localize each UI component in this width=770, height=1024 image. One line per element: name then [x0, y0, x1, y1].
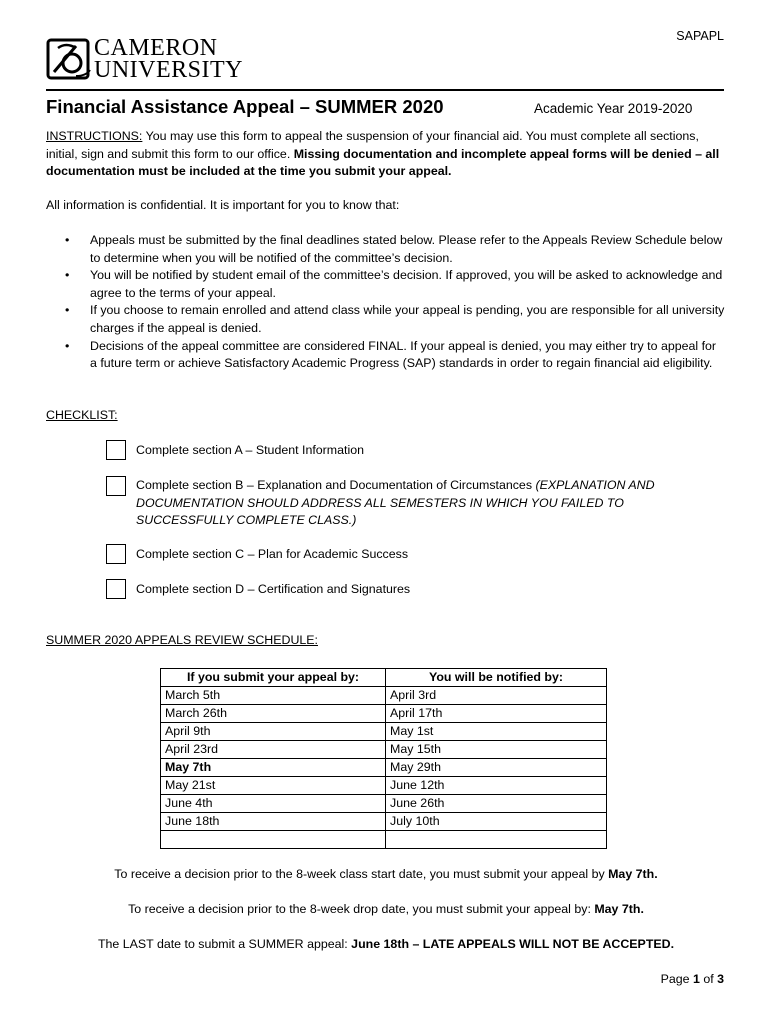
- column-header-submit: If you submit your appeal by:: [161, 669, 386, 687]
- schedule-heading: SUMMER 2020 APPEALS REVIEW SCHEDULE:: [46, 633, 318, 647]
- instructions-text: You may use this form to appeal the suspension of your financial aid. You must complete all sections, initial, sign and submit this form to our office.: [46, 129, 699, 161]
- note-last-date: The LAST date to submit a SUMMER appeal: June 18th – LATE APPEALS WILL NOT BE ACCEPTED.: [97, 937, 675, 951]
- note-drop-date: To receive a decision prior to the 8-week drop date, you must submit your appeal by: May 7th.: [128, 902, 644, 916]
- confidential-statement: All information is confidential. It is important for you to know that:: [46, 198, 400, 212]
- bullet-icon: •: [65, 303, 70, 318]
- header-rule: [46, 89, 724, 91]
- logo-text-line1: CAMERON: [94, 35, 218, 61]
- checkbox-section-b[interactable]: [106, 476, 126, 496]
- instructions: [46, 128, 726, 181]
- column-header-notified: You will be notified by:: [386, 669, 607, 687]
- logo-text-line2: UNIVERSITY: [94, 57, 243, 83]
- table-row: March 5th April 3rd: [161, 687, 607, 705]
- checkbox-section-c[interactable]: [106, 544, 126, 564]
- checklist-heading: CHECKLIST:: [46, 408, 118, 422]
- checklist-item-d: Complete section D – Certification and Signatures: [136, 582, 411, 596]
- cameron-university-seal-icon: [46, 36, 92, 82]
- academic-year: Academic Year 2019-2020: [534, 101, 693, 116]
- list-item: • Appeals must be submitted by the final deadlines stated below. Please refer to the Appeals Review Schedule below to determine when you will be notified of the committee’s decision.: [65, 233, 723, 265]
- checklist-item-b-note: (EXPLANATION AND DOCUMENTATION SHOULD ADDRESS ALL SEMESTERS IN WHICH YOU FAILED TO SUCCESSFULLY COMPLETE CLASS.): [136, 478, 655, 527]
- page-number: Page 1 of 3: [660, 972, 724, 986]
- list-item: • If you choose to remain enrolled and attend class while your appeal is pending, you are responsible for all university charges if the appeal is denied.: [65, 303, 725, 335]
- bullet-icon: •: [65, 338, 70, 353]
- checklist-item-c: Complete section C – Plan for Academic Success: [136, 547, 409, 561]
- table-row: April 23rd May 15th: [161, 741, 607, 759]
- list-item: • Decisions of the appeal committee are considered FINAL. If your appeal is denied, you may either try to appeal for a future term or achieve Satisfactory Academic Progress (SAP) standards in order to regain financial aid eligibility.: [65, 338, 717, 371]
- bullet-icon: •: [65, 268, 70, 283]
- table-header-row: [161, 669, 607, 687]
- bullet-icon: •: [65, 233, 70, 247]
- table-row: May 21st June 12th: [161, 777, 607, 795]
- table-row: April 9th May 1st: [161, 723, 607, 741]
- checklist-item-b: Complete section B – Explanation and Documentation of Circumstances (EXPLANATION AND DOCUMENTATION SHOULD ADDRESS ALL SEMESTERS IN WHICH YOU FAILED TO SUCCESSFULLY COMPLETE CLASS.): [136, 478, 655, 527]
- checkbox-section-a[interactable]: [106, 440, 126, 460]
- table-row: May 7th May 29th: [161, 759, 607, 777]
- schedule-table: [160, 668, 607, 849]
- instructions-warning: Missing documentation and incomplete appeal forms will be denied – all documentation must be included at the time you submit your appeal.: [46, 146, 720, 178]
- table-row: March 26th April 17th: [161, 705, 607, 723]
- table-row: June 18th July 10th: [161, 813, 607, 831]
- instructions-label: INSTRUCTIONS:: [46, 129, 143, 143]
- note-class-start: To receive a decision prior to the 8-week class start date, you must submit your appeal by May 7th.: [114, 867, 658, 881]
- list-item: • You will be notified by student email of the committee’s decision. If approved, you will be asked to acknowledge and agree to the terms of your appeal.: [65, 268, 723, 300]
- checklist-item-a: Complete section A – Student Information: [136, 443, 364, 457]
- form-code: SAPAPL: [676, 29, 724, 43]
- table-row: June 4th June 26th: [161, 795, 607, 813]
- university-logo: [46, 36, 256, 84]
- checkbox-section-d[interactable]: [106, 579, 126, 599]
- bullet-list: [46, 232, 726, 373]
- table-row: [161, 831, 607, 849]
- form-title: Financial Assistance Appeal – SUMMER 2020: [46, 96, 444, 117]
